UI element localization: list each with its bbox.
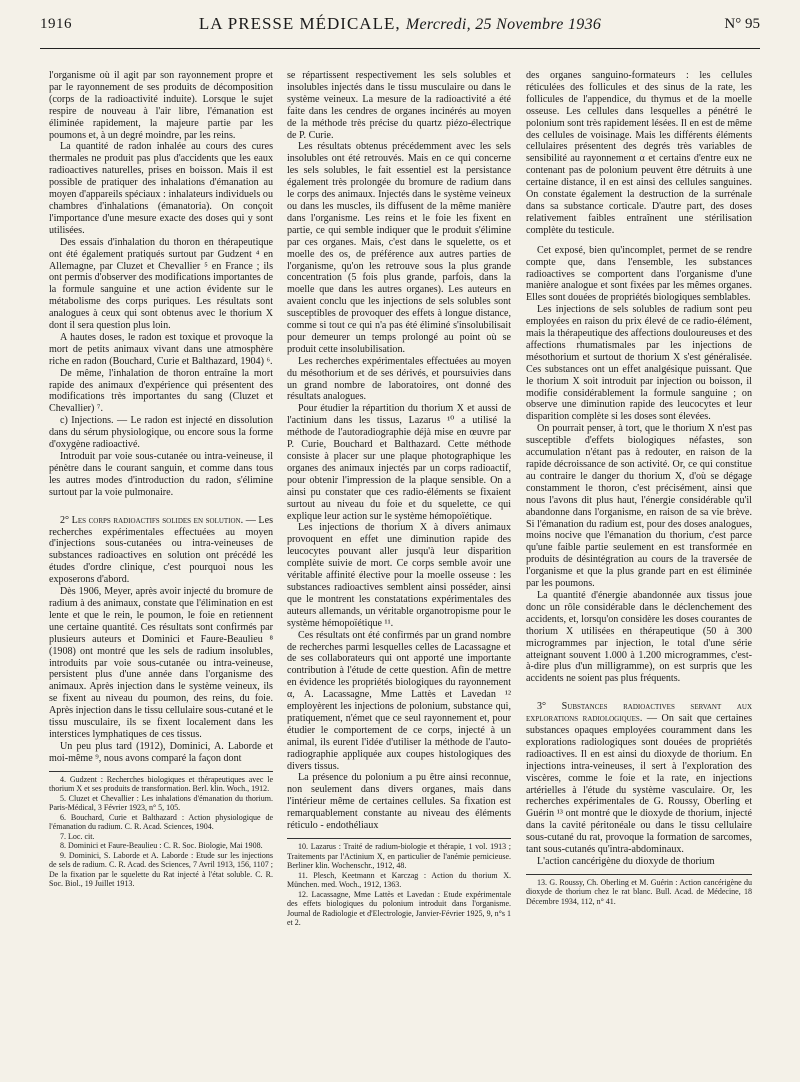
paragraph: La quantité d'énergie abandonnée aux tissus joue donc un rôle considérable dans le déclenchement des accidents, et, lorsqu'on considère les doses courantes de thorium X utilisées en thérapeutique (50 à 300 microgrammes par injection, le total d'une série atteignant souvent 1.000 à 1.200 microgrammes, c'est-à-dire plus d'un milligramme), on est surpris que les accidents ne soient pas plus fréquents. [526,589,752,685]
journal-title: LA PRESSE MÉDICALE [198,14,396,33]
column-2 [287,70,511,1046]
paragraph: Les recherches expérimentales effectuées au moyen du mésothorium et de ses dérivés, et poursuivies dans un grand nombre de laboratoires, ont donné des résultats analogues. [287,355,511,403]
paragraph: Pour étudier la répartition du thorium X et aussi de l'actinium dans les tissus, Lazarus ¹⁰ a utilisé la méthode de l'autoradiographie déjà mise en œuvre par P. Curie, Bouchard et Balthazard. Cette méthode consiste à placer sur une plaque photographique les organes des animaux injectés par un corps radioactif, pour obtenir l'impression de la plaque sensible. On a ainsi pu constater que ces radio-éléments se fixaient surtout au niveau du foie et du squelette, ce qui explique leur action sur le système hémopoïétique. [287,403,511,522]
footnote-divider [526,874,752,875]
paragraph: De même, l'inhalation de thoron entraîne la mort rapide des animaux d'expérience qui présentent des modifications très importantes du sang (Cluzet et Chevallier) ⁷. [49,367,273,415]
section-paragraph: 3° Substances radioactives servant aux explorations radiologiques. — On sait que certaines substances opaques employées couramment dans les explorations radiologiques sont douées de propriétés radioactives. Il en est ainsi du dioxyde de thorium. En injections intra-veineuses, il sert à l'exploration des viscères, comme le foie et la rate, en injections artérielles à l'étude du système vasculaire. Or, les recherches expérimentales de G. Roussy, Oberling et Guérin ¹³ ont montré que le dioxyde de thorium, injecté dans la cavité péritonéale ou dans le tissu cellulaire sous-cutané du rat, provoque la formation de sarcomes, tant sous-cutanés qu'intra-abdominaux. [526,701,752,856]
footnote: 7. Loc. cit. [60,831,95,841]
issue-number: N° 95 [724,16,760,32]
paragraph: Un peu plus tard (1912), Dominici, A. Laborde et moi-même ⁹, nous avons comparé la façon dont [49,740,273,764]
paragraph: l'organisme où il agit par son rayonnement propre et par le rayonnement de ses produits de décomposition (corps de la radioactivité induite). Lorsque le sujet respire de nouveau à l'air libre, l'émanation est éliminée rapidement, la majeure partie par les poumons et, à un degré moindre, par les reins. [49,70,273,141]
paragraph: Dès 1906, Meyer, après avoir injecté du bromure de radium à des animaux, constate que l'élimination en est lente et que le rein, le poumon, le foie en retiennent une certaine quantité. Ces résultats sont confirmés par plusieurs auteurs et Dominici et Faure-Beaulieu ⁸ (1908) ont montré que les sels de radium insolubles, introduits par voie sous-cutanée ou intra-veineuse, persistent plus d'une année dans l'organisme des animaux. Après injection dans le système veineux, ils se fixent au niveau du poumon, des reins, du foie. Après injection dans le tissu cellulaire sous-cutané et le tissu musculaire, ils se fixent localement dans les interstices lymphatiques de ces tissus. [49,586,273,740]
page-header [40,14,760,49]
paragraph: La quantité de radon inhalée au cours des cures thermales ne produit pas plus d'accidents que les eaux radioactives naturelles, prises en boisson. Mais il est possible de pratiquer des inhalations d'émanation au moyen d'appareils spéciaux : inhalateurs individuels ou chambres d'inhalations (émanatoria). On conçoit l'importance d'une mesure exacte des doses qui y sont utilisées. [49,141,273,236]
paragraph: des organes sanguino-formateurs : les cellules réticulées des follicules et des sinus de la rate, les follicules de l'appendice, du thymus et de la moelle osseuse. Les cellules dans lesquelles a pénétré le polonium sont très rapidement lésées. Il en est de même des cellules de voisinage. Mais les différents éléments cellulaires présentent des degrés très variables de sensibilité au rayonnement α et certains d'entre eux ne contenant pas de polonium peuvent être détruits à une certaine distance, il en est ainsi des cellules sanguines. On constate également la destruction de la surrénale dans sa substance corticale. D'autre part, des doses relativement faibles entraînent une stérilisation complète du testicule. [526,70,752,236]
paragraph: Introduit par voie sous-cutanée ou intra-veineuse, il pénètre dans le courant sanguin, et comme dans tous les autres modes d'introduction du radon, s'élimine surtout par la voie pulmonaire. [49,451,273,498]
paragraph: Les injections de sels solubles de radium sont peu employées en raison du prix élevé de ce radio-élément, mais la thérapeutique des affections douloureuses et des affections rhumatismales par les injections de mésothorium et surtout de thorium X s'est généralisée. Ces substances ont un effet analgésique puissant. Que le thorium X soit introduit par injection ou boisson, il modifie considérablement la formule sanguine ; on observe une diminution rapide des leucocytes et leur disparition complète si les doses sont élevées. [526,304,752,423]
paragraph: L'action cancérigène du dioxyde de thorium [537,856,715,867]
masthead: LA PRESSE MÉDICALE, Mercredi, 25 Novembre 1936 [198,14,602,33]
footnote: 9. Dominici, S. Laborde et A. Laborde : Etude sur les injections de sels de radium. C. R. Acad. des Sciences, 7 Avril 1913, 156, 1107 ; De la fixation par le squelette du Rat injecté à l'état soluble. C. R. Soc. Biol., 19 Juillet 1913. [49,850,273,889]
column-3 [526,70,752,1046]
footnote: 6. Bouchard, Curie et Balthazard : Action physiologique de l'émanation du radium. C. R. Acad. Sciences, 1904. [49,812,273,832]
issue-date: Mercredi, 25 Novembre 1936 [405,16,602,33]
paragraph: Les résultats obtenus précédemment avec les sels insolubles ont été retrouvés. Mais en ce qui concerne les sels solubles, le fait essentiel est la persistance également très prolongée du bromure de radium dans le corps des animaux. Injectés dans le système veineux ou dans les muscles, ils diffusent de la même manière dans l'organisme. Les reins et le foie les fixent en partie, ce qui semble indiquer que le produit s'élimine par ces organes. Mais, c'est dans le squelette, os et moelle des os, de préférence aux autres parties de l'organisme, qu'on les retrouve sous la plus grande concentration (5 fois plus grande, parfois, dans la moelle que dans les autres organes). Les auteurs en avaient conclu que les injections de sels solubles sont susceptibles de provoquer des effets à longue distance, comme si tout ce qui n'a pas été éliminé s'insolubilisait pour demeurer un temps prolongé au point où se produit cette insolubilisation. [287,141,511,355]
paragraph: On pourrait penser, à tort, que le thorium X n'est pas susceptible d'effets biologiques néfastes, son accumulation n'étant pas à redouter, en raison de la rapide décroissance de son activité. Or, ce qui constitue au contraire le danger du thorium X, d'où se dégage constamment le thoron, c'est précisément, ainsi que nous l'avons dit plus haut, l'énergie considérable qu'il abandonne dans l'organisme, en raison de sa vie brève. Si l'émanation du radium est, pour des doses analogues, moins nocive que l'émanation du thorium, c'est parce qu'une faible partie seulement en est transformée en produits de désintégration au cours de la traversée de l'organisme et que la plus grande part en est éliminée par les poumons. [526,423,752,590]
footnote: 11. Plesch, Keetmann et Karczag : Action du thorium X. München. med. Woch., 1912, 1363. [287,870,511,889]
footnote: 4. Gudzent : Recherches biologiques et thérapeutiques avec le thorium X et ses produits de transformation. Berl. klin. Woch., 1912. [49,774,273,794]
page-number: 1916 [40,16,72,32]
paragraph: A hautes doses, le radon est toxique et provoque la mort de petits animaux vivant dans une atmosphère riche en radon (Bouchard, Curie et Balthazard, 1904) ⁶. [49,331,273,367]
paragraph: Les injections de thorium X à divers animaux provoquent en effet une diminution rapide des leucocytes pouvant aller jusqu'à leur disparition complète suivie de mort. Ce corps semble avoir une véritable affinité élective pour la moelle osseuse : les substances radioactives semblent ainsi posséder, ainsi que le montrent les constatations expérimentales des auteurs allemands, un véritable organotropisme pour le système hémopoïétique ¹¹. [287,522,511,629]
footnote-divider [287,838,511,839]
paragraph: se répartissent respectivement les sels solubles et insolubles injectés dans le tissu musculaire ou dans le système veineux. La mesure de la radioactivité a été faite dans les cendres de organes incinérés au moyen de la méthode très précise du quartz piézo-électrique de P. Curie. [287,70,511,141]
paragraph: Des essais d'inhalation du thoron en thérapeutique ont été également pratiqués surtout par Gudzent ⁴ en Allemagne, par Cluzet et Chevallier ⁵ en France ; ils ont permis d'observer des modifications importantes de la formule sanguine et une action évidente sur le métabolisme des corps puriques. Les résultats sont analogues à ceux qui sont obtenus avec le thorium X dont il sera question plus loin. [49,236,273,332]
footnote-divider [49,771,273,772]
column-1 [49,70,273,1046]
section-heading: 2° Les corps radioactifs solides en solution. [60,514,244,526]
section-heading: 3° Substances radioactives servant aux explorations radiologiques. [526,701,752,725]
paragraph: Ces résultats ont été confirmés par un grand nombre de recherches parmi lesquelles celles de Lacassagne et de ses collaborateurs qui ont apporté une importante contribution à l'étude de cette question. Afin de mettre en évidence les propriétés biologiques du rayonnement α, A. Lacassagne, Mme Lattès et Lavedan ¹² employèrent les injections de polonium, substance qui, pratiquement, n'émet que ce seul rayonnement et, pour étudier le comportement de ce corps, injecté à un animal, ils eurent l'idée d'utiliser la méthode de l'auto-radiographie appliquée aux coupes histologiques des divers tissus. [287,629,511,772]
footnote: 8. Dominici et Faure-Beaulieu : C. R. Soc. Biologie, Mai 1908. [60,841,263,851]
section-paragraph: 2° Les corps radioactifs solides en solution. — Les recherches expérimentales effectuées au moyen d'injections sous-cutanées ou intra-veineuses de substances radioactives en solution ont précédé les études d'ordre clinique, c'est pourquoi nous les exposerons d'abord. [49,514,273,586]
footnote: 10. Lazarus : Traité de radium-biologie et thérapie, 1 vol. 1913 ; Traitements par l'Actinium X, en particulier de l'anémie pernicieuse. Berliner klin. Wochenschr., 1912, 48. [287,842,511,870]
footnote: 12. Lacassagne, Mme Lattès et Lavedan : Etude expérimentale des effets biologiques du polonium introduit dans l'organisme. Journal de Radiologie et d'Electrologie, Janvier-Février 1925, 9, n°s 1 et 2. [287,889,511,927]
paragraph: c) Injections. — Le radon est injecté en dissolution dans du sérum physiologique, ou encore sous la forme d'oxygène radioactivé. [49,415,273,451]
paragraph: La présence du polonium a pu être ainsi reconnue, non seulement dans divers organes, mais dans l'intérieur même de certaines cellules. Sa fixation est remarquablement constante au niveau des éléments réticulo - endothéliaux [287,772,511,832]
paragraph: Cet exposé, bien qu'incomplet, permet de se rendre compte que, dans l'ensemble, les substances radioactives se comportent dans l'organisme d'une manière analogue et sont fixées par les mêmes organes. Elles sont douées de propriétés biologiques semblables. [526,244,752,304]
footnote: 13. G. Roussy, Ch. Oberling et M. Guérin : Action cancérigène du dioxyde de thorium chez le rat blanc. Bull. Acad. de Médecine, 18 Décembre 1934, 112, n° 41. [526,877,752,906]
footnote: 5. Cluzet et Chevallier : Les inhalations d'émanation du thorium. Paris-Médical, 3 Février 1923, n° 5, 105. [49,793,273,813]
